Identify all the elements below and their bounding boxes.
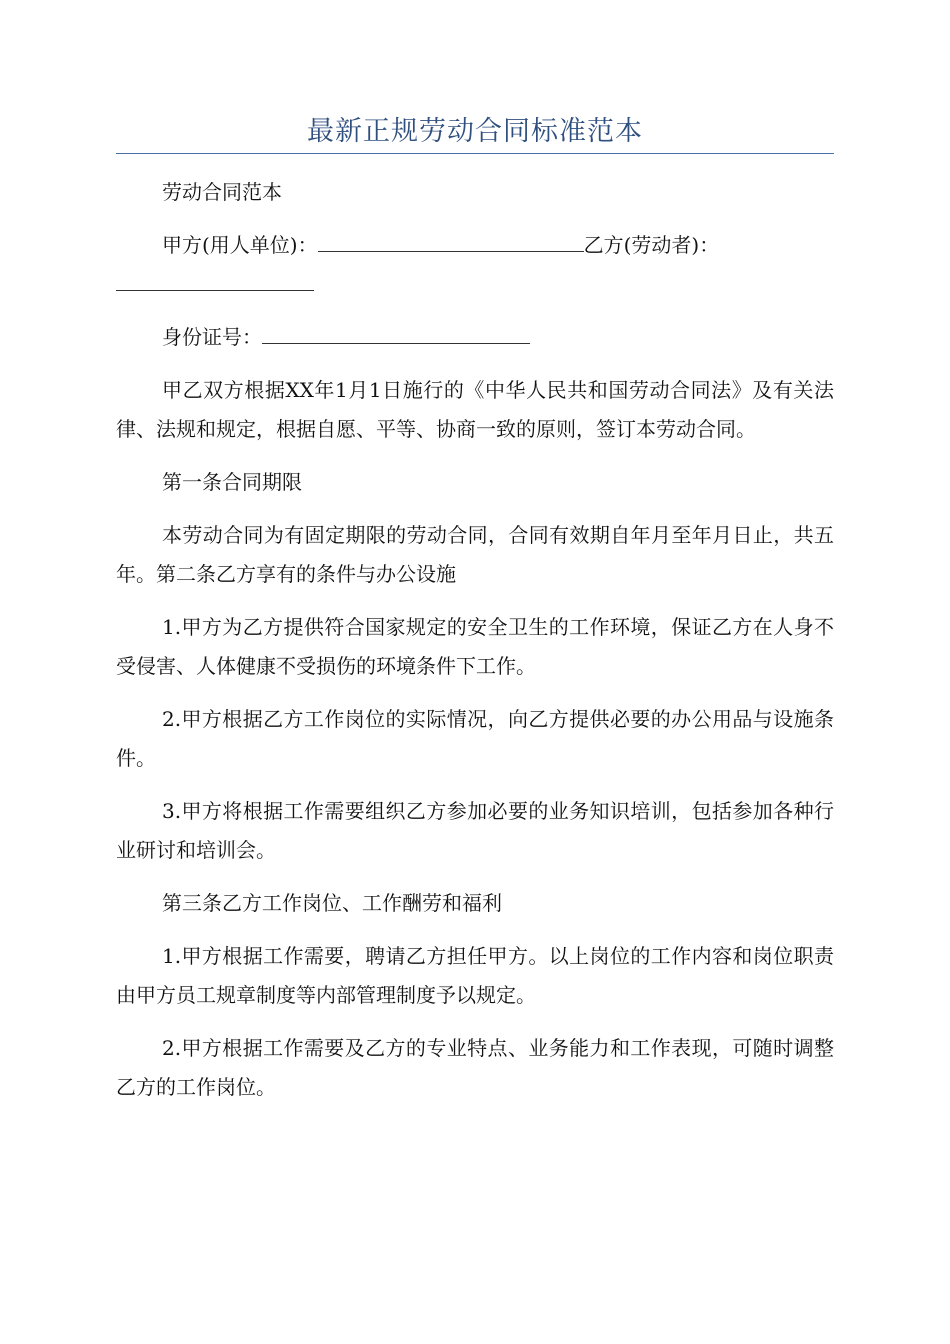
document-title: 最新正规劳动合同标准范本 xyxy=(307,116,643,147)
party-a-label: 甲方(用人单位)： xyxy=(162,233,318,257)
article-3-heading: 第三条乙方工作岗位、工作酬劳和福利 xyxy=(162,891,502,915)
article-3-item-2: 2.甲方根据工作需要及乙方的专业特点、业务能力和工作表现，可随时调整乙方的工作岗位。 xyxy=(116,1036,834,1099)
article-2-item-1: 1.甲方为乙方提供符合国家规定的安全卫生的工作环境，保证乙方在人身不受侵害、人体健康不受损伤的环境条件下工作。 xyxy=(116,615,834,678)
title-underline xyxy=(116,153,834,154)
document-body xyxy=(116,173,834,1121)
article-1-heading: 第一条合同期限 xyxy=(162,470,302,494)
article-2-item-2: 2.甲方根据乙方工作岗位的实际情况，向乙方提供必要的办公用品与设施条件。 xyxy=(116,707,834,770)
article-3-item-1: 1.甲方根据工作需要，聘请乙方担任甲方。以上岗位的工作内容和岗位职责由甲方员工规章制度等内部管理制度予以规定。 xyxy=(116,944,834,1007)
id-blank xyxy=(262,321,530,344)
party-a-blank xyxy=(318,229,584,252)
party-line xyxy=(116,226,834,304)
party-b-line xyxy=(116,265,834,304)
article-2-item-3: 3.甲方将根据工作需要组织乙方参加必要的业务知识培训，包括参加各种行业研讨和培训会。 xyxy=(116,799,834,862)
article-1-text: 本劳动合同为有固定期限的劳动合同，合同有效期自年月至年月日止，共五年。第二条乙方享有的条件与办公设施 xyxy=(116,523,834,586)
paragraph-preamble: 甲乙双方根据XX年1月1日施行的《中华人民共和国劳动合同法》及有关法律、法规和规定，根据自愿、平等、协商一致的原则，签订本劳动合同。 xyxy=(116,378,834,441)
party-b-label: 乙方(劳动者)： xyxy=(583,233,720,257)
id-line xyxy=(116,318,834,357)
party-b-blank xyxy=(116,268,314,291)
id-label: 身份证号： xyxy=(162,325,262,349)
contract-heading: 劳动合同范本 xyxy=(162,180,282,204)
